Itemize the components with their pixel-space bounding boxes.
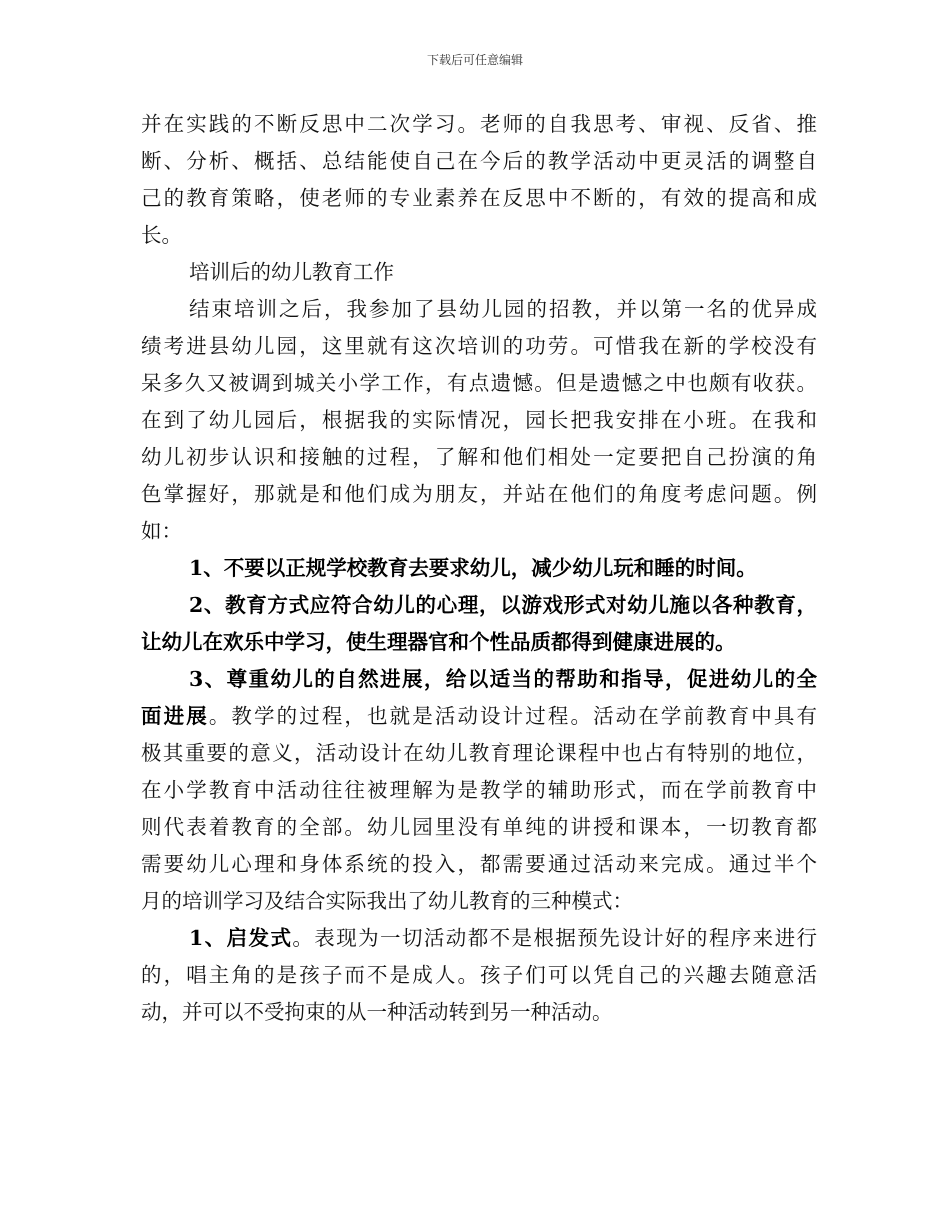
text-segment: 动，并可以不受拘束的从一种活动转到另一种活动。 (141, 1000, 613, 1024)
text-segment: 幼儿初步认识和接触的过程，了解和他们相处一定要把自己扮演的角 (141, 445, 817, 469)
text-segment: 并在实践的不断反思中二次学习。老师的自我思考、审视、反省、推 (141, 112, 817, 136)
text-segment: 己的教育策略，使老师的专业素养在反思中不断的，有效的提高和成 (141, 186, 817, 210)
bold-text-segment: 面进展 (141, 704, 209, 728)
text-line (141, 698, 817, 735)
text-line (141, 883, 817, 920)
text-line (141, 624, 817, 661)
text-line (141, 291, 817, 328)
text-segment: 。教学的过程，也就是活动设计过程。活动在学前教育中具有 (208, 704, 818, 728)
page-header: 下载后可任意编辑 (426, 53, 523, 67)
text-segment: 在到了幼儿园后，根据我的实际情况，园长把我安排在小班。在我和 (141, 408, 817, 432)
text-line (141, 920, 817, 957)
text-line (141, 550, 817, 587)
text-segment: 极其重要的意义，活动设计在幼儿教育理论课程中也占有特别的地位， (141, 741, 817, 765)
text-segment: 月的培训学习及结合实际我出了幼儿教育的三种模式： (141, 889, 633, 913)
text-line (141, 809, 817, 846)
text-line (141, 365, 817, 402)
text-line (141, 846, 817, 883)
text-segment: 的，唱主角的是孩子而不是成人。孩子们可以凭自己的兴趣去随意活 (141, 963, 817, 987)
text-line (141, 735, 817, 772)
bold-text-segment: 让幼儿在欢乐中学习，使生理器官和个性品质都得到健康进展的。 (141, 630, 736, 654)
text-segment: 培训后的幼儿教育工作 (189, 260, 394, 284)
text-segment: 绩考进县幼儿园，这里就有这次培训的功劳。可惜我在新的学校没有 (141, 334, 817, 358)
text-segment: 则代表着教育的全部。幼儿园里没有单纯的讲授和课本，一切教育都 (141, 815, 817, 839)
text-segment: 在小学教育中活动往往被理解为是教学的辅助形式，而在学前教育中 (141, 778, 817, 802)
text-line (141, 513, 817, 550)
text-segment: 。表现为一切活动都不是根据预先设计好的程序来进行 (292, 926, 817, 950)
text-line (141, 328, 817, 365)
bold-text-segment: 1、启发式 (189, 926, 293, 950)
text-line (141, 772, 817, 809)
text-line (141, 254, 817, 291)
text-line (141, 143, 817, 180)
text-line (141, 994, 817, 1031)
text-line (141, 587, 817, 624)
text-line (141, 439, 817, 476)
document-body (141, 106, 817, 1031)
text-segment: 呆多久又被调到城关小学工作，有点遗憾。但是遗憾之中也颇有收获。 (141, 371, 817, 395)
bold-text-segment: 1、不要以正规学校教育去要求幼儿，减少幼儿玩和睡的时间。 (189, 556, 757, 580)
text-line (141, 476, 817, 513)
text-segment: 色掌握好，那就是和他们成为朋友，并站在他们的角度考虑问题。例 (141, 482, 817, 506)
text-line (141, 661, 817, 698)
text-line (141, 180, 817, 217)
text-line (141, 957, 817, 994)
text-line (141, 217, 817, 254)
text-segment: 断、分析、概括、总结能使自己在今后的教学活动中更灵活的调整自 (141, 149, 817, 173)
bold-text-segment: 3、尊重幼儿的自然进展，给以适当的帮助和指导，促进幼儿的全 (189, 667, 817, 691)
text-line (141, 106, 817, 143)
text-segment: 长。 (141, 223, 182, 247)
text-segment: 需要幼儿心理和身体系统的投入，都需要通过活动来完成。通过半个 (141, 852, 817, 876)
text-segment: 如： (141, 519, 182, 543)
bold-text-segment: 2、教育方式应符合幼儿的心理，以游戏形式对幼儿施以各种教育， (189, 593, 817, 617)
text-segment: 结束培训之后，我参加了县幼儿园的招教，并以第一名的优异成 (189, 297, 817, 321)
text-line (141, 402, 817, 439)
